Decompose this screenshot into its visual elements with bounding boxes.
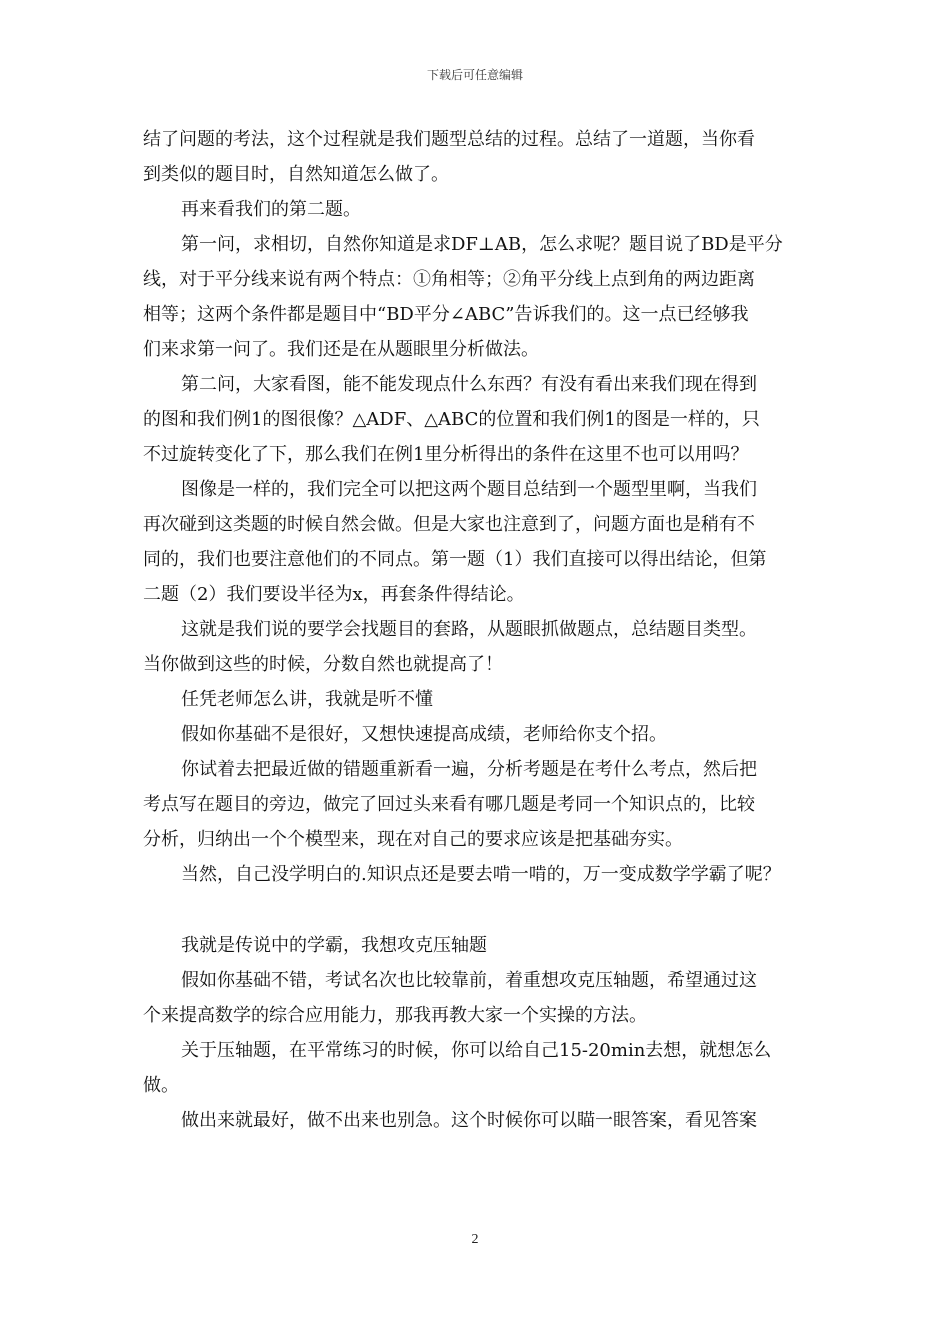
text-line: 不过旋转变化了下，那么我们在例1里分析得出的条件在这里不也可以用吗？ (143, 444, 749, 465)
text-line: 假如你基础不是很好，又想快速提高成绩，老师给你支个招。 (181, 724, 667, 745)
text-line: 做出来就最好，做不出来也别急。这个时候你可以瞄一眼答案，看见答案 (181, 1110, 757, 1131)
page-number: 2 (471, 1232, 479, 1247)
text-line: 当然，自己没学明白的.知识点还是要去啃一啃的，万一变成数学学霸了呢？ (181, 864, 781, 885)
page-header: 下载后可任意编辑 (426, 68, 523, 82)
text-line: 相等；这两个条件都是题目中“BD平分∠ABC”告诉我们的。这一点已经够我 (143, 304, 749, 325)
text-line: 线，对于平分线来说有两个特点：①角相等；②角平分线上点到角的两边距离 (143, 269, 755, 290)
text-line: 第一问，求相切，自然你知道是求DF⊥AB，怎么求呢？题目说了BD是平分 (181, 234, 783, 255)
document-body (143, 122, 811, 1138)
text-line: 个来提高数学的综合应用能力，那我再教大家一个实操的方法。 (143, 1005, 647, 1026)
text-line: 任凭老师怎么讲，我就是听不懂 (181, 689, 433, 710)
text-line: 第二问，大家看图，能不能发现点什么东西？有没有看出来我们现在得到 (181, 374, 757, 395)
text-line: 们来求第一问了。我们还是在从题眼里分析做法。 (143, 339, 539, 360)
text-line: 这就是我们说的要学会找题目的套路，从题眼抓做题点，总结题目类型。 (181, 619, 757, 640)
text-line: 考点写在题目的旁边，做完了回过头来看有哪几题是考同一个知识点的，比较 (143, 794, 755, 815)
text-line: 我就是传说中的学霸，我想攻克压轴题 (181, 935, 487, 956)
text-line: 图像是一样的，我们完全可以把这两个题目总结到一个题型里啊，当我们 (181, 479, 757, 500)
text-line (143, 892, 811, 928)
text-line: 的图和我们例1的图很像？△ADF、△ABC的位置和我们例1的图是一样的，只 (143, 409, 760, 430)
text-line: 当你做到这些的时候，分数自然也就提高了！ (143, 654, 503, 675)
text-line: 假如你基础不错，考试名次也比较靠前，着重想攻克压轴题，希望通过这 (181, 970, 757, 991)
text-line: 结了问题的考法，这个过程就是我们题型总结的过程。总结了一道题，当你看 (143, 129, 755, 150)
text-line: 做。 (143, 1075, 179, 1096)
text-line: 二题（2）我们要设半径为x，再套条件得结论。 (143, 584, 525, 605)
text-line: 关于压轴题，在平常练习的时候，你可以给自己15-20min去想，就想怎么 (181, 1040, 772, 1061)
text-line: 再次碰到这类题的时候自然会做。但是大家也注意到了，问题方面也是稍有不 (143, 514, 755, 535)
text-line: 到类似的题目时，自然知道怎么做了。 (143, 164, 449, 185)
text-line: 再来看我们的第二题。 (181, 199, 361, 220)
text-line: 你试着去把最近做的错题重新看一遍，分析考题是在考什么考点，然后把 (181, 759, 757, 780)
text-line: 同的，我们也要注意他们的不同点。第一题（1）我们直接可以得出结论，但第 (143, 549, 767, 570)
text-line: 分析，归纳出一个个模型来，现在对自己的要求应该是把基础夯实。 (143, 829, 683, 850)
